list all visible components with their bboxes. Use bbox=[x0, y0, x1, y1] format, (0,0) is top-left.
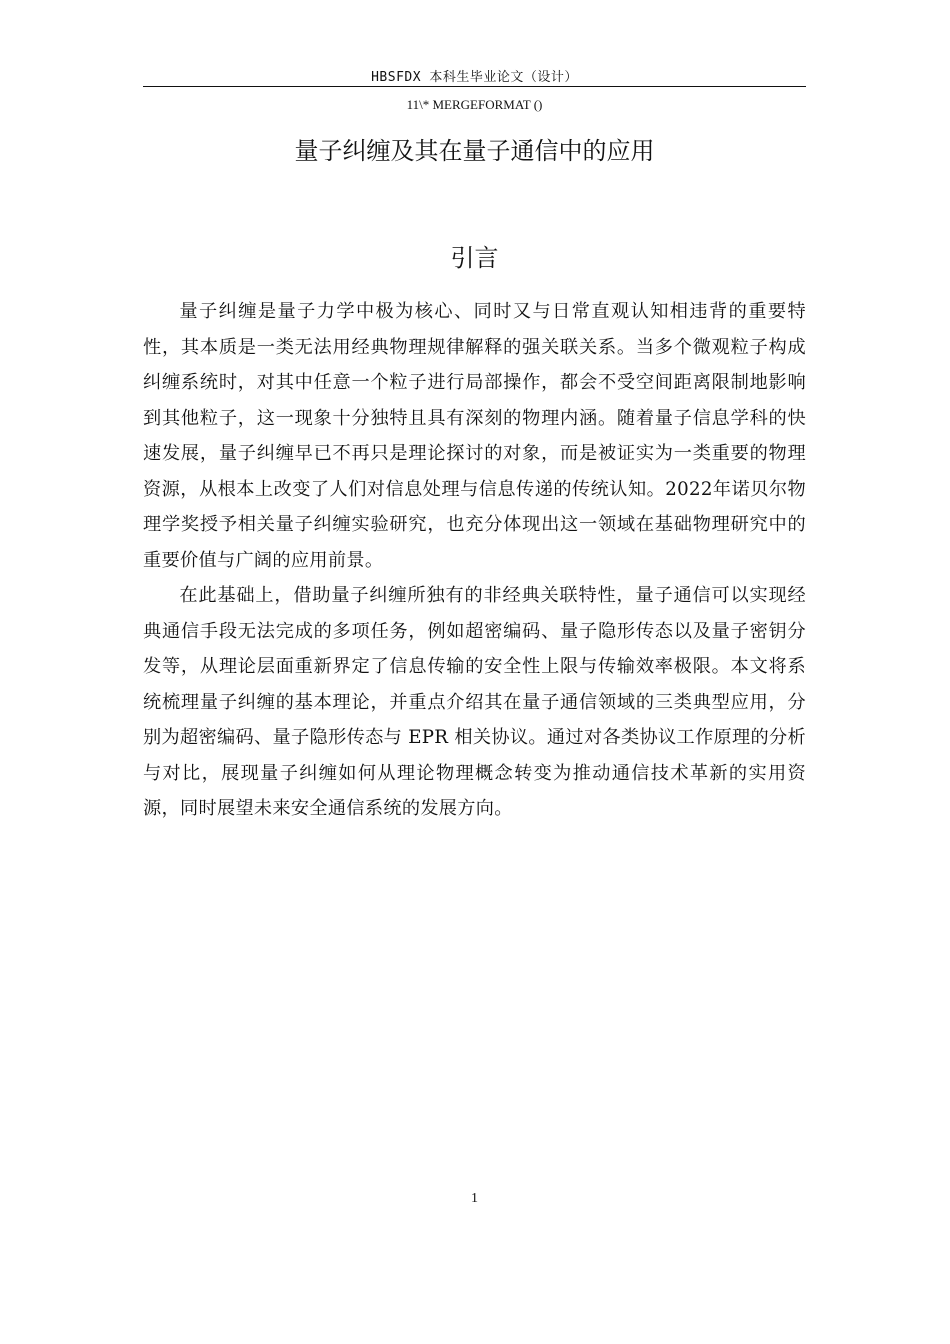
running-header: HBSFDX 本科生毕业论文（设计） bbox=[371, 70, 578, 85]
body-text bbox=[143, 294, 806, 827]
field-code-text: 11\* MERGEFORMAT () bbox=[406, 97, 543, 112]
page-number: 1 bbox=[471, 1191, 478, 1206]
paragraph: 量子纠缠是量子力学中极为核心、同时又与日常直观认知相违背的重要特性，其本质是一类无法用经典物理规律解释的强关联关系。当多个微观粒子构成纠缠系统时，对其中任意一个粒子进行局部操作，都会不受空间距离限制地影响到其他粒子，这一现象十分独特且具有深刻的物理内涵。随着量子信息学科的快速发展，量子纠缠早已不再只是理论探讨的对象，而是被证实为一类重要的物理资源，从根本上改变了人们对信息处理与信息传递的传统认知。2022年诺贝尔物理学奖授予相关量子纠缠实验研究，也充分体现出这一领域在基础物理研究中的重要价值与广阔的应用前景。 bbox=[143, 301, 806, 571]
document-title: 量子纠缠及其在量子通信中的应用 bbox=[294, 137, 655, 165]
section-heading-introduction: 引言 bbox=[450, 244, 499, 272]
header-rule bbox=[143, 86, 806, 87]
paragraph: 在此基础上，借助量子纠缠所独有的非经典关联特性，量子通信可以实现经典通信手段无法完成的多项任务，例如超密编码、量子隐形传态以及量子密钥分发等，从理论层面重新界定了信息传输的安全性上限与传输效率极限。本文将系统梳理量子纠缠的基本理论，并重点介绍其在量子通信领域的三类典型应用，分别为超密编码、量子隐形传态与 EPR 相关协议。通过对各类协议工作原理的分析与对比，展现量子纠缠如何从理论物理概念转变为推动通信技术革新的实用资源，同时展望未来安全通信系统的发展方向。 bbox=[143, 585, 806, 819]
